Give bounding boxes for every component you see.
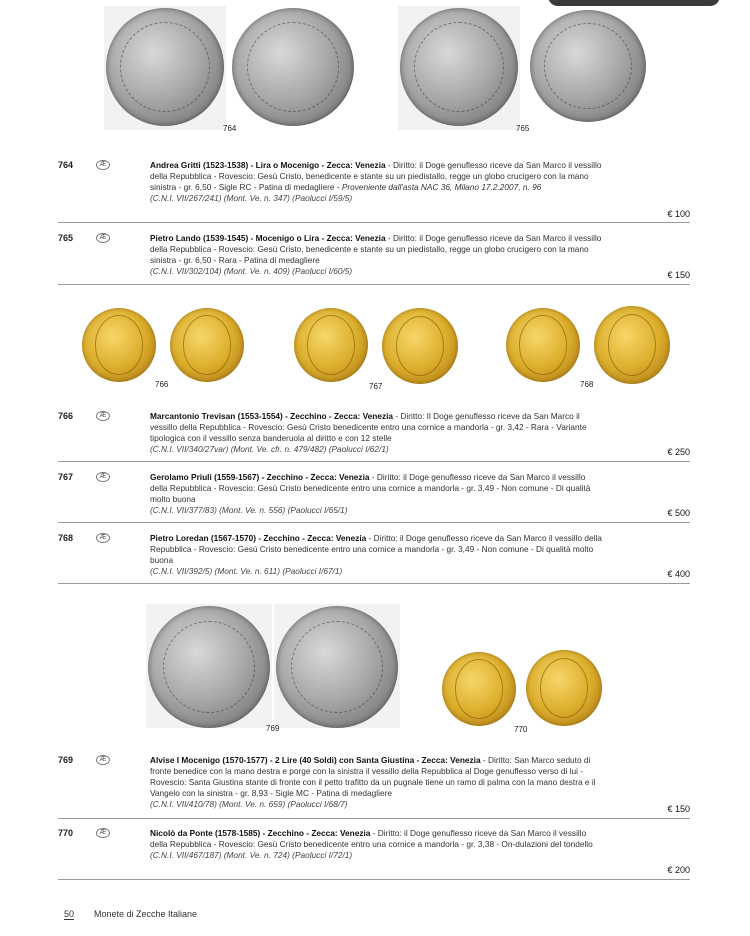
divider: [58, 583, 690, 584]
metal-symbol-icon: Æ: [96, 472, 110, 482]
lot-price: € 250: [667, 447, 690, 457]
image-label-766: 766: [155, 380, 169, 389]
lot-references: (C.N.I. VII/467/187) (Mont. Ve. n. 724) (Paolucci I/72/1): [150, 850, 353, 860]
lot-description: [150, 828, 605, 861]
metal-symbol-icon: Æ: [96, 233, 110, 243]
image-label-764: 764: [223, 124, 237, 133]
lot-row-770: [58, 828, 690, 878]
lot-description: [150, 755, 605, 810]
image-label-770: 770: [514, 725, 528, 734]
lot-number: 767: [58, 472, 74, 482]
lot-title: Andrea Gritti (1523-1538) - Lira o Mocenigo - Zecca: Venezia: [150, 160, 386, 170]
coin-764-reverse: [232, 8, 354, 126]
lot-provenance: Proveniente dall'asta NAC 36, Milano 17.2.2007, n. 96: [341, 182, 542, 192]
divider: [58, 284, 690, 285]
coin-768-obverse: [506, 308, 580, 382]
lot-description: [150, 233, 605, 277]
lot-references: (C.N.I. VII/377/83) (Mont. Ve. n. 556) (Paolucci I/65/1): [150, 505, 348, 515]
lot-price: € 150: [667, 270, 690, 280]
image-label-768: 768: [580, 380, 594, 389]
divider: [58, 818, 690, 819]
coin-765-reverse: [530, 10, 646, 122]
coin-766-reverse: [170, 308, 244, 382]
metal-symbol-icon: Æ: [96, 533, 110, 543]
lot-references: (C.N.I. VII/340/27var) (Mont. Ve. cfr. n. 479/482) (Paolucci I/62/1): [150, 444, 389, 454]
coin-764-obverse: [106, 8, 224, 126]
lot-row-766: [58, 411, 690, 461]
lot-references: (C.N.I. VII/267/241) (Mont. Ve. n. 347) (Paolucci I/59/5): [150, 193, 353, 203]
lot-title: Gerolamo Priuli (1559-1567) - Zecchino - Zecca: Venezia: [150, 472, 370, 482]
lot-title: Alvise I Mocenigo (1570-1577) - 2 Lire (40 Soldi) con Santa Giustina - Zecca: Venezia: [150, 755, 481, 765]
top-overlay-bar: [548, 0, 720, 6]
lot-description: [150, 411, 605, 455]
divider: [58, 461, 690, 462]
lot-text: - Diritto: Il Doge genuflesso riceve da San Marco il vessillo della Repubblica - Rovescio: Gesù Cristo benedicente entro una cornice a mandorla - gr. 3,42 - Rara - Variante tipologica con il vessillo senza banderuola al diritto e con 12 stelle: [150, 411, 587, 443]
metal-symbol-icon: Æ: [96, 160, 110, 170]
divider: [58, 522, 690, 523]
lot-references: (C.N.I. VII/302/104) (Mont. Ve. n. 409) (Paolucci I/60/5): [150, 266, 353, 276]
metal-symbol-icon: Æ: [96, 411, 110, 421]
coin-767-obverse: [294, 308, 368, 382]
coin-769-reverse: [276, 606, 398, 728]
lot-price: € 150: [667, 804, 690, 814]
lot-title: Pietro Loredan (1567-1570) - Zecchino - Zecca: Venezia: [150, 533, 367, 543]
coin-770-obverse: [442, 652, 516, 726]
lot-number: 765: [58, 233, 74, 243]
lot-row-765: [58, 233, 690, 283]
coin-770-reverse: [526, 650, 602, 726]
image-label-769: 769: [266, 724, 280, 733]
lot-number: 768: [58, 533, 74, 543]
lot-number: 764: [58, 160, 74, 170]
divider: [58, 222, 690, 223]
lot-text: - Diritto: il Doge genuflesso riceve da San Marco il vessillo della Repubblica - Rovescio: Gesù Cristo, benedicente e stante su un piedistallo, regge un globo crucigero con la mano sinistra - gr. 6,50 - Rara - Patina di medagliere: [150, 233, 602, 265]
image-label-767: 767: [369, 382, 383, 391]
lot-price: € 500: [667, 508, 690, 518]
lot-description: [150, 472, 605, 516]
lot-text: - Diritto: San Marco seduto di fronte benedice con la mano destra e porge con la sinistra il vessillo della Repubblica al Doge genuflesso verso di lui - Rovescio: Santa Giustina stante di fronte con il petto trafitto da un pugnale tiene un ramo di palma con la mano destra e il Vangelo con la sinistra - gr. 8,93 - Sigle MC - Patina di medagliere: [150, 755, 596, 798]
lot-text: - Diritto: il Doge genuflesso riceve da San Marco il vessillo della Repubblica - Rovescio: Gesù Cristo benedicente entro una cornice a mandorla - gr. 3,49 - Non comune - Di qualità molto buona: [150, 472, 591, 504]
lot-references: (C.N.I. VII/392/5) (Mont. Ve. n. 611) (Paolucci I/67/1): [150, 566, 343, 576]
lot-text: - Diritto: il Doge genuflesso riceve da San Marco il vessillo della Repubblica - Rovescio: Gesù Cristo benedicente entro una cornice a mandorla - gr. 3,49 - Non comune - Di qualità molto buona: [150, 533, 602, 565]
lot-description: [150, 533, 605, 577]
lot-title: Nicolò da Ponte (1578-1585) - Zecchino - Zecca: Venezia: [150, 828, 371, 838]
lot-row-764: [58, 160, 690, 220]
lot-number: 766: [58, 411, 74, 421]
lot-text: - Diritto: il Doge genuflesso riceve da San Marco il vessillo della Repubblica - Rovescio: Gesù Cristo benedicente entro una cornice a mandorla - gr. 3,38 - On-dulazioni del tondello: [150, 828, 593, 849]
coin-766-obverse: [82, 308, 156, 382]
lot-row-769: [58, 755, 690, 819]
lot-number: 770: [58, 828, 74, 838]
lot-price: € 100: [667, 209, 690, 219]
lot-row-767: [58, 472, 690, 522]
metal-symbol-icon: Æ: [96, 755, 110, 765]
coin-767-reverse: [382, 308, 458, 384]
coin-765-obverse: [400, 8, 518, 126]
metal-symbol-icon: Æ: [96, 828, 110, 838]
coin-769-obverse: [148, 606, 270, 728]
lot-row-768: [58, 533, 690, 583]
lot-title: Pietro Lando (1539-1545) - Mocenigo o Lira - Zecca: Venezia: [150, 233, 386, 243]
lot-price: € 200: [667, 865, 690, 875]
lot-text: - Diritto: il Doge genuflesso riceve da San Marco il vessillo della Repubblica - Rovescio: Gesù Cristo, benedicente e stante su un piedistallo, regge un globo crucigero con la mano sinistra - gr. 6,50 - Sigle RC - Patina di medagliere -: [150, 160, 602, 192]
divider: [58, 879, 690, 880]
lot-description: [150, 160, 605, 204]
lot-number: 769: [58, 755, 74, 765]
page-number: 50: [64, 909, 75, 919]
coin-768-reverse: [594, 306, 670, 384]
image-label-765: 765: [516, 124, 530, 133]
lot-title: Marcantonio Trevisan (1553-1554) - Zecchino - Zecca: Venezia: [150, 411, 394, 421]
footer-title: Monete di Zecche Italiane: [94, 909, 198, 919]
lot-price: € 400: [667, 569, 690, 579]
lot-references: (C.N.I. VII/410/78) (Mont. Ve. n. 659) (Paolucci I/68/7): [150, 799, 348, 809]
